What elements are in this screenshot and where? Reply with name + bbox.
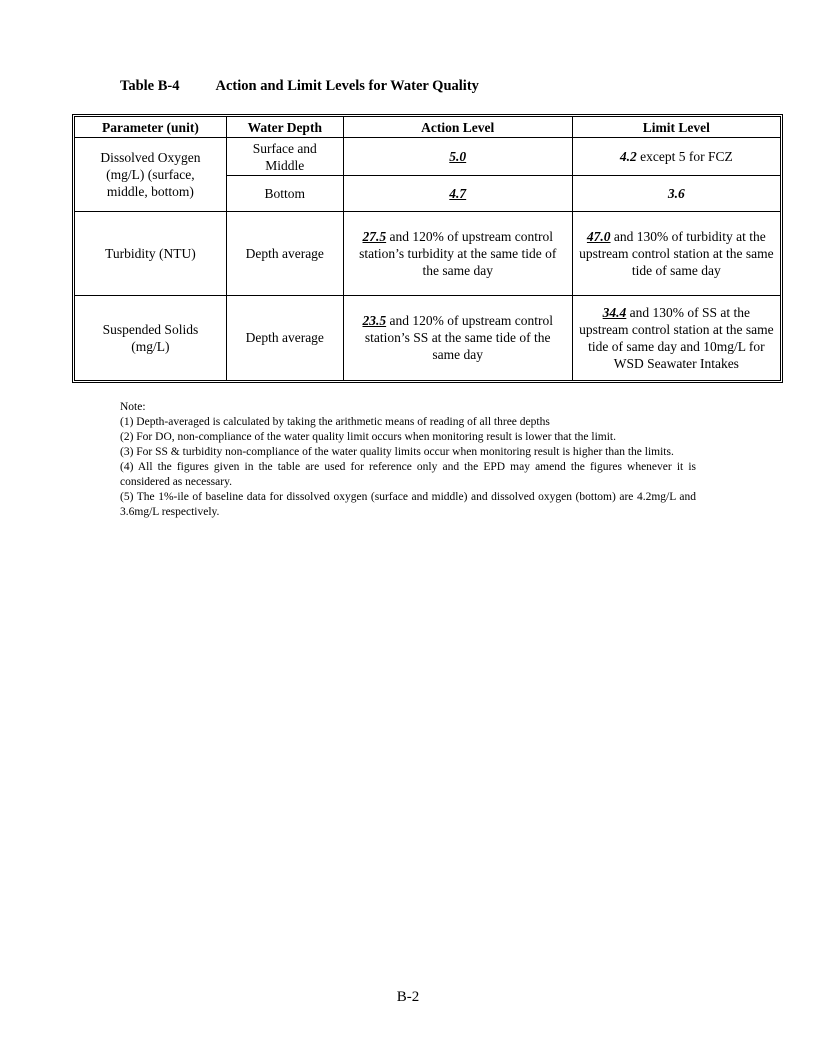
header-parameter: Parameter (unit) (75, 117, 226, 138)
header-row (75, 117, 780, 138)
do-parameter-cell: Dissolved Oxygen (mg/L) (surface, middle, bottom) (75, 138, 226, 212)
ss-action-value: 23.5 (362, 313, 387, 329)
table-row (75, 296, 780, 380)
table-row (75, 212, 780, 296)
turbidity-parameter: Turbidity (NTU) (75, 212, 226, 296)
turbidity-limit (572, 212, 780, 296)
turbidity-action-text: and 120% of upstream control station’s turbidity at the same tide of the same day (359, 229, 557, 278)
do-bottom-action (343, 176, 572, 212)
table-number: Table B-4 (120, 78, 180, 94)
do-surface-limit (572, 138, 780, 176)
table-title (120, 78, 479, 95)
turbidity-depth: Depth average (226, 212, 343, 296)
note-item: (1) Depth-averaged is calculated by taking the arithmetic means of reading of all three depths (120, 416, 550, 428)
do-bottom-action-value: 4.7 (449, 186, 467, 201)
ss-limit-value: 34.4 (602, 304, 627, 320)
note-item: (2) For DO, non-compliance of the water quality limit occurs when monitoring result is lower that the limit. (120, 431, 616, 443)
note-item: (4) All the figures given in the table are used for reference only and the EPD may amend the figures whenever it is considered as necessary. (120, 461, 696, 488)
do-surface-depth: Surface and Middle (226, 138, 343, 176)
do-surface-action-value: 5.0 (449, 149, 467, 164)
ss-parameter: Suspended Solids (mg/L) (75, 296, 226, 380)
do-surface-action (343, 138, 572, 176)
notes-heading: Note: (120, 401, 146, 413)
ss-action-text: and 120% of upstream control station’s SS at the same tide of the same day (364, 313, 553, 363)
water-quality-table (72, 114, 783, 383)
turbidity-limit-text: and 130% of turbidity at the upstream control station at the same tide of same day (579, 229, 774, 278)
header-limit-level: Limit Level (572, 117, 780, 138)
header-action-level: Action Level (343, 117, 572, 138)
header-water-depth: Water Depth (226, 117, 343, 138)
ss-limit (572, 296, 780, 380)
notes-section (120, 400, 696, 520)
table-caption: Action and Limit Levels for Water Quality (215, 78, 479, 94)
ss-limit-text: and 130% of SS at the upstream control station at the same tide of same day and 10mg/L for WSD Seawater Intakes (579, 304, 774, 371)
turbidity-action-value: 27.5 (362, 229, 387, 244)
note-item: (5) The 1%-ile of baseline data for dissolved oxygen (surface and middle) and dissolved oxygen (bottom) are 4.2mg/L and 3.6mg/L respectively. (120, 491, 696, 518)
turbidity-limit-value: 47.0 (586, 229, 611, 244)
do-bottom-depth: Bottom (226, 176, 343, 212)
ss-action (343, 296, 572, 380)
do-bottom-limit-value: 3.6 (667, 186, 685, 201)
do-surface-limit-value: 4.2 (619, 149, 637, 164)
do-bottom-limit (572, 176, 780, 212)
table-row (75, 138, 780, 176)
do-surface-limit-text: except 5 for FCZ (636, 149, 733, 164)
turbidity-action (343, 212, 572, 296)
ss-depth: Depth average (226, 296, 343, 380)
note-item: (3) For SS & turbidity non-compliance of the water quality limits occur when monitoring result is higher than the limits. (120, 446, 674, 458)
page-number: B-2 (396, 989, 420, 1005)
